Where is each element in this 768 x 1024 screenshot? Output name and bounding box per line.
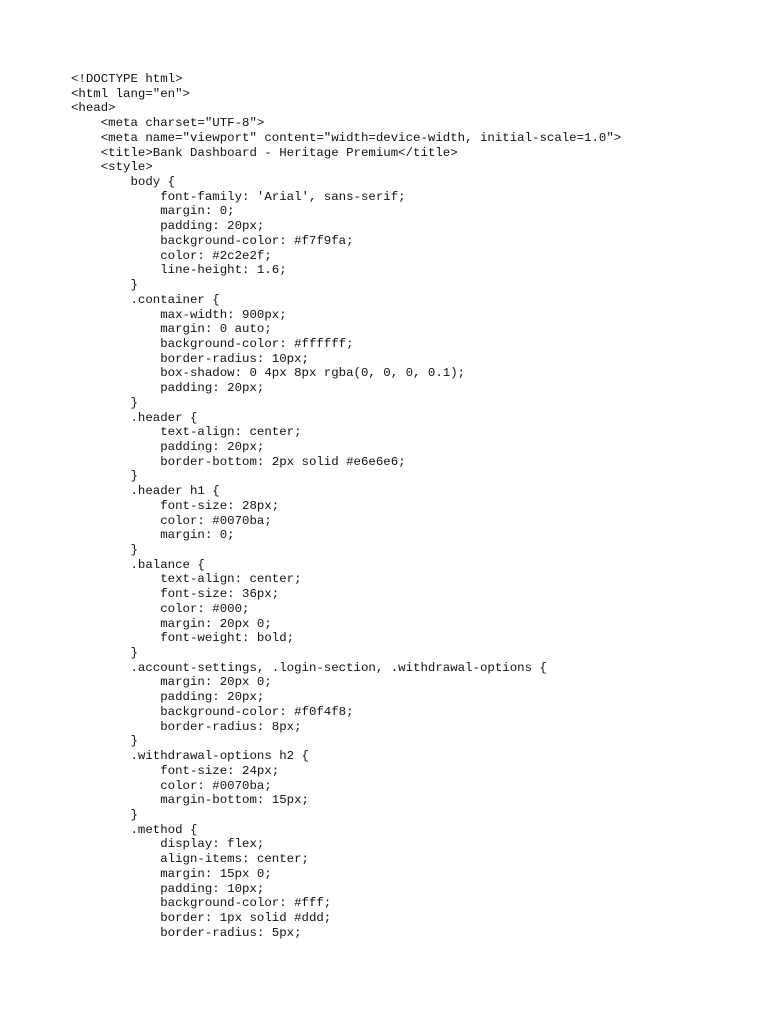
code-line: margin: 0 auto;	[71, 322, 272, 337]
code-line: border-bottom: 2px solid #e6e6e6;	[71, 454, 406, 469]
code-line: border-radius: 8px;	[71, 719, 302, 734]
code-line: <!DOCTYPE html>	[71, 72, 183, 86]
code-line: max-width: 900px;	[71, 307, 287, 322]
code-line: text-align: center;	[71, 425, 302, 440]
code-line: color: #0070ba;	[71, 513, 272, 528]
code-line: }	[71, 278, 138, 293]
code-line: <html lang="en">	[71, 86, 190, 101]
code-line: color: #2c2e2f;	[71, 248, 272, 263]
code-line: <style>	[71, 160, 153, 175]
code-line: color: #000;	[71, 601, 250, 616]
code-line: padding: 20px;	[71, 690, 265, 705]
code-line: padding: 20px;	[71, 219, 265, 234]
code-line: <meta name="viewport" content="width=device-width, initial-scale=1.0">	[71, 130, 622, 145]
code-line: padding: 10px;	[71, 881, 265, 896]
code-line: .header {	[71, 410, 198, 425]
code-line: line-height: 1.6;	[71, 263, 287, 278]
code-line: margin: 0;	[71, 528, 235, 543]
code-line: background-color: #ffffff;	[71, 336, 354, 351]
code-listing	[71, 72, 621, 940]
code-line: }	[71, 807, 138, 822]
code-line: color: #0070ba;	[71, 778, 272, 793]
code-line: font-size: 36px;	[71, 587, 280, 602]
code-line: .method {	[71, 822, 198, 837]
code-line: background-color: #f0f4f8;	[71, 704, 354, 719]
code-line: .withdrawal-options h2 {	[71, 749, 309, 764]
code-line: .header h1 {	[71, 484, 220, 499]
code-line: font-family: 'Arial', sans-serif;	[71, 189, 406, 204]
code-line: }	[71, 469, 138, 484]
code-line: <meta charset="UTF-8">	[71, 116, 265, 131]
code-line: display: flex;	[71, 837, 265, 852]
code-line: background-color: #f7f9fa;	[71, 233, 354, 248]
code-line: body {	[71, 175, 176, 190]
code-line: <title>Bank Dashboard - Heritage Premium</title>	[71, 145, 458, 160]
code-line: font-size: 28px;	[71, 498, 280, 513]
code-line: padding: 20px;	[71, 439, 265, 454]
code-line: margin: 15px 0;	[71, 866, 272, 881]
code-line: padding: 20px;	[71, 381, 265, 396]
code-line: .balance {	[71, 557, 205, 572]
code-line: }	[71, 395, 138, 410]
code-line: text-align: center;	[71, 572, 302, 587]
code-line: border: 1px solid #ddd;	[71, 910, 332, 925]
code-line: }	[71, 543, 138, 557]
code-line: align-items: center;	[71, 852, 309, 867]
code-line: font-size: 24px;	[71, 763, 280, 778]
code-line: .container {	[71, 292, 220, 307]
code-line: }	[71, 646, 138, 661]
code-line: background-color: #fff;	[71, 896, 332, 911]
code-line: margin-bottom: 15px;	[71, 793, 309, 808]
code-line: box-shadow: 0 4px 8px rgba(0, 0, 0, 0.1);	[71, 366, 466, 381]
code-line: <head>	[71, 101, 116, 116]
code-line: margin: 0;	[71, 204, 235, 219]
code-line: margin: 20px 0;	[71, 675, 272, 690]
code-line: .account-settings, .login-section, .withdrawal-options {	[71, 660, 547, 675]
code-line: font-weight: bold;	[71, 631, 295, 646]
code-line: margin: 20px 0;	[71, 616, 272, 631]
code-line: border-radius: 5px;	[71, 925, 302, 940]
code-line: }	[71, 734, 138, 749]
code-line: border-radius: 10px;	[71, 351, 309, 366]
